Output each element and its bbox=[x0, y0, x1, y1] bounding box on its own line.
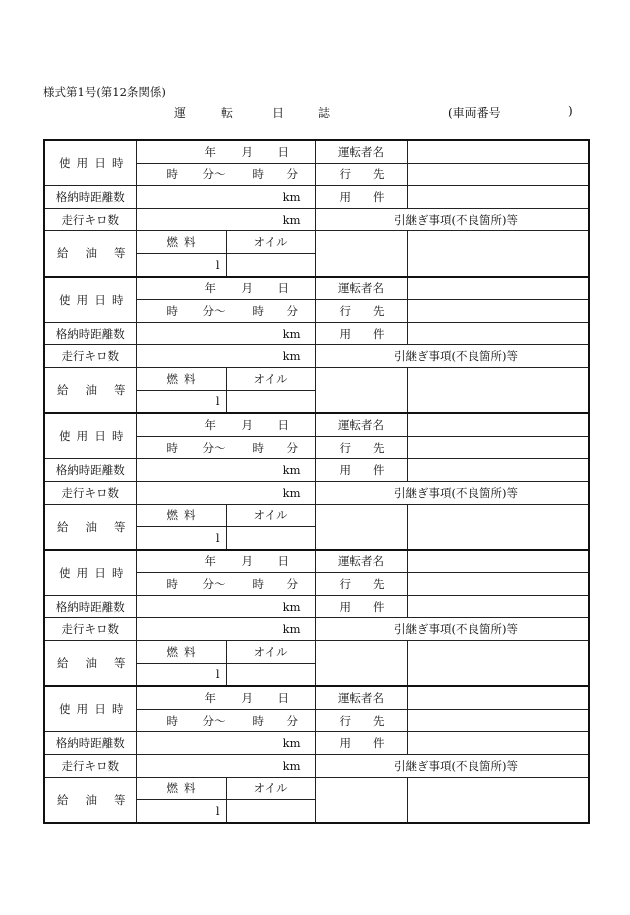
driver-name-label: 運転者名 bbox=[315, 686, 407, 709]
oil-label: オイル bbox=[226, 231, 315, 254]
driver-name-label: 運転者名 bbox=[315, 277, 407, 300]
handover-notes-field[interactable] bbox=[315, 504, 407, 550]
use-datetime-label: 使 用 日 時 bbox=[44, 277, 136, 323]
use-date-field[interactable]: 年 月 日 bbox=[136, 140, 315, 163]
running-km-label: 走行キロ数 bbox=[44, 208, 136, 231]
handover-notes-label: 引継ぎ事項(不良箇所)等 bbox=[315, 208, 589, 231]
running-km-label: 走行キロ数 bbox=[44, 481, 136, 504]
running-km-label: 走行キロ数 bbox=[44, 618, 136, 641]
storage-distance-field[interactable]: km bbox=[136, 595, 315, 618]
oil-label: オイル bbox=[226, 504, 315, 527]
storage-distance-label: 格納時距離数 bbox=[44, 459, 136, 482]
title-char: 日 bbox=[272, 106, 285, 120]
storage-distance-field[interactable]: km bbox=[136, 186, 315, 209]
oil-label: オイル bbox=[226, 367, 315, 390]
driver-name-field[interactable] bbox=[407, 277, 589, 300]
driver-name-field[interactable] bbox=[407, 550, 589, 573]
vehicle-number-label: (車両番号 bbox=[448, 106, 501, 120]
destination-label: 行 先 bbox=[315, 573, 407, 596]
driver-name-label: 運転者名 bbox=[315, 140, 407, 163]
use-date-field[interactable]: 年 月 日 bbox=[136, 277, 315, 300]
handover-notes-label: 引継ぎ事項(不良箇所)等 bbox=[315, 345, 589, 368]
title-char: 運 bbox=[174, 106, 187, 120]
purpose-label: 用 件 bbox=[315, 459, 407, 482]
purpose-field[interactable] bbox=[407, 459, 589, 482]
storage-distance-label: 格納時距離数 bbox=[44, 595, 136, 618]
form-number-label: 様式第1号(第12条関係) bbox=[43, 85, 166, 99]
driving-log-table bbox=[43, 139, 590, 824]
oil-amount-field[interactable] bbox=[226, 527, 315, 550]
refuel-label: 給 油 等 bbox=[44, 231, 136, 277]
fuel-amount-field[interactable]: l bbox=[136, 663, 226, 686]
handover-notes-field[interactable] bbox=[315, 777, 407, 823]
driver-name-field[interactable] bbox=[407, 413, 589, 436]
use-datetime-label: 使 用 日 時 bbox=[44, 413, 136, 459]
storage-distance-field[interactable]: km bbox=[136, 322, 315, 345]
destination-label: 行 先 bbox=[315, 436, 407, 459]
destination-field[interactable] bbox=[407, 436, 589, 459]
running-km-field[interactable]: km bbox=[136, 208, 315, 231]
handover-notes-field[interactable] bbox=[315, 641, 407, 687]
use-datetime-label: 使 用 日 時 bbox=[44, 686, 136, 732]
handover-notes-label: 引継ぎ事項(不良箇所)等 bbox=[315, 481, 589, 504]
destination-label: 行 先 bbox=[315, 163, 407, 186]
fuel-label: 燃 料 bbox=[136, 504, 226, 527]
destination-field[interactable] bbox=[407, 163, 589, 186]
handover-notes-label: 引継ぎ事項(不良箇所)等 bbox=[315, 618, 589, 641]
running-km-label: 走行キロ数 bbox=[44, 345, 136, 368]
storage-distance-label: 格納時距離数 bbox=[44, 322, 136, 345]
oil-amount-field[interactable] bbox=[226, 800, 315, 823]
storage-distance-field[interactable]: km bbox=[136, 459, 315, 482]
refuel-label: 給 油 等 bbox=[44, 367, 136, 413]
purpose-label: 用 件 bbox=[315, 186, 407, 209]
use-datetime-label: 使 用 日 時 bbox=[44, 140, 136, 186]
destination-field[interactable] bbox=[407, 573, 589, 596]
fuel-amount-field[interactable]: l bbox=[136, 390, 226, 413]
purpose-label: 用 件 bbox=[315, 595, 407, 618]
fuel-label: 燃 料 bbox=[136, 777, 226, 800]
oil-amount-field[interactable] bbox=[226, 253, 315, 276]
fuel-amount-field[interactable]: l bbox=[136, 800, 226, 823]
oil-amount-field[interactable] bbox=[226, 663, 315, 686]
purpose-field[interactable] bbox=[407, 595, 589, 618]
purpose-label: 用 件 bbox=[315, 732, 407, 755]
refuel-label: 給 油 等 bbox=[44, 777, 136, 823]
use-date-field[interactable]: 年 月 日 bbox=[136, 550, 315, 573]
fuel-label: 燃 料 bbox=[136, 367, 226, 390]
running-km-field[interactable]: km bbox=[136, 345, 315, 368]
oil-label: オイル bbox=[226, 641, 315, 664]
running-km-label: 走行キロ数 bbox=[44, 755, 136, 778]
destination-label: 行 先 bbox=[315, 300, 407, 323]
use-time-field[interactable]: 時 分～ 時 分 bbox=[136, 709, 315, 732]
purpose-label: 用 件 bbox=[315, 322, 407, 345]
purpose-field[interactable] bbox=[407, 322, 589, 345]
title-char: 誌 bbox=[318, 106, 331, 120]
fuel-amount-field[interactable]: l bbox=[136, 253, 226, 276]
driver-name-label: 運転者名 bbox=[315, 413, 407, 436]
refuel-label: 給 油 等 bbox=[44, 504, 136, 550]
handover-notes-field[interactable] bbox=[315, 367, 407, 413]
vehicle-number-close: ) bbox=[568, 104, 573, 118]
storage-distance-field[interactable]: km bbox=[136, 732, 315, 755]
destination-field[interactable] bbox=[407, 300, 589, 323]
handover-notes-label: 引継ぎ事項(不良箇所)等 bbox=[315, 755, 589, 778]
use-datetime-label: 使 用 日 時 bbox=[44, 550, 136, 596]
oil-label: オイル bbox=[226, 777, 315, 800]
destination-field[interactable] bbox=[407, 709, 589, 732]
driver-name-field[interactable] bbox=[407, 686, 589, 709]
driver-name-field[interactable] bbox=[407, 140, 589, 163]
storage-distance-label: 格納時距離数 bbox=[44, 732, 136, 755]
destination-label: 行 先 bbox=[315, 709, 407, 732]
running-km-field[interactable]: km bbox=[136, 481, 315, 504]
running-km-field[interactable]: km bbox=[136, 755, 315, 778]
title-char: 転 bbox=[221, 106, 234, 120]
handover-notes-field[interactable] bbox=[315, 231, 407, 277]
purpose-field[interactable] bbox=[407, 732, 589, 755]
storage-distance-label: 格納時距離数 bbox=[44, 186, 136, 209]
use-date-field[interactable]: 年 月 日 bbox=[136, 413, 315, 436]
use-time-field[interactable]: 時 分～ 時 分 bbox=[136, 436, 315, 459]
oil-amount-field[interactable] bbox=[226, 390, 315, 413]
fuel-amount-field[interactable]: l bbox=[136, 527, 226, 550]
fuel-label: 燃 料 bbox=[136, 641, 226, 664]
fuel-label: 燃 料 bbox=[136, 231, 226, 254]
refuel-label: 給 油 等 bbox=[44, 641, 136, 687]
driver-name-label: 運転者名 bbox=[315, 550, 407, 573]
use-time-field[interactable]: 時 分～ 時 分 bbox=[136, 163, 315, 186]
use-date-field[interactable]: 年 月 日 bbox=[136, 686, 315, 709]
use-time-field[interactable]: 時 分～ 時 分 bbox=[136, 300, 315, 323]
running-km-field[interactable]: km bbox=[136, 618, 315, 641]
purpose-field[interactable] bbox=[407, 186, 589, 209]
use-time-field[interactable]: 時 分～ 時 分 bbox=[136, 573, 315, 596]
